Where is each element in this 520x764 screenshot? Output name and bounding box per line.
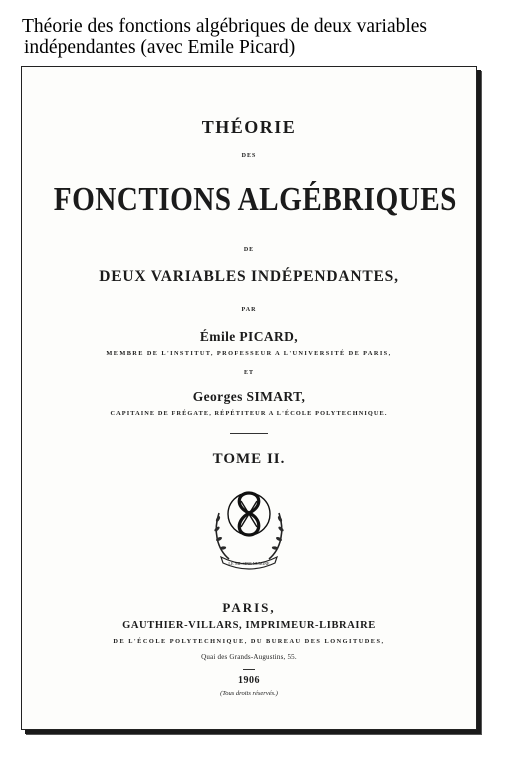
emblem-motto: LE NIL SINE NUMINE [228, 561, 270, 566]
connector-et: ET [243, 370, 254, 376]
rights-notice: (Tous droits réservés.) [220, 690, 278, 697]
publisher-affiliation: DE L'ÉCOLE POLYTECHNIQUE, DU BUREAU DES LONGITUDES, [113, 638, 385, 645]
publication-year: 1906 [238, 675, 260, 686]
publication-city: PARIS, [222, 600, 276, 615]
image-caption [22, 16, 512, 58]
heading-theorie: THÉORIE [201, 117, 297, 137]
connector-par: PAR [241, 307, 257, 313]
divider-rule [230, 433, 268, 434]
caption-line-1: Théorie des fonctions algébriques de deux variables [22, 16, 428, 37]
author-picard: Émile PICARD, [199, 329, 299, 344]
volume-label: TOME II. [212, 451, 286, 467]
caption-line-2: indépendantes (avec Emile Picard) [24, 37, 296, 58]
publisher-emblem-icon [199, 479, 299, 579]
author-simart-affiliation: CAPITAINE DE FRÉGATE, RÉPÉTITEUR A L'ÉCOLE POLYTECHNIQUE. [110, 410, 388, 417]
small-divider [243, 669, 255, 670]
author-picard-affiliation: MEMBRE DE L'INSTITUT, PROFESSEUR A L'UNIVERSITÉ DE PARIS, [106, 350, 392, 357]
book-main-title: FONCTIONS ALGÉBRIQUES [53, 181, 457, 218]
title-page-scan [21, 66, 477, 730]
connector-des: DES [241, 153, 257, 159]
connector-de: DE [243, 247, 255, 253]
publisher-name: GAUTHIER-VILLARS, IMPRIMEUR-LIBRAIRE [122, 620, 376, 631]
publisher-address: Quai des Grands-Augustins, 55. [201, 653, 297, 661]
author-simart: Georges SIMART, [192, 389, 306, 404]
book-subtitle: DEUX VARIABLES INDÉPENDANTES, [99, 268, 399, 285]
